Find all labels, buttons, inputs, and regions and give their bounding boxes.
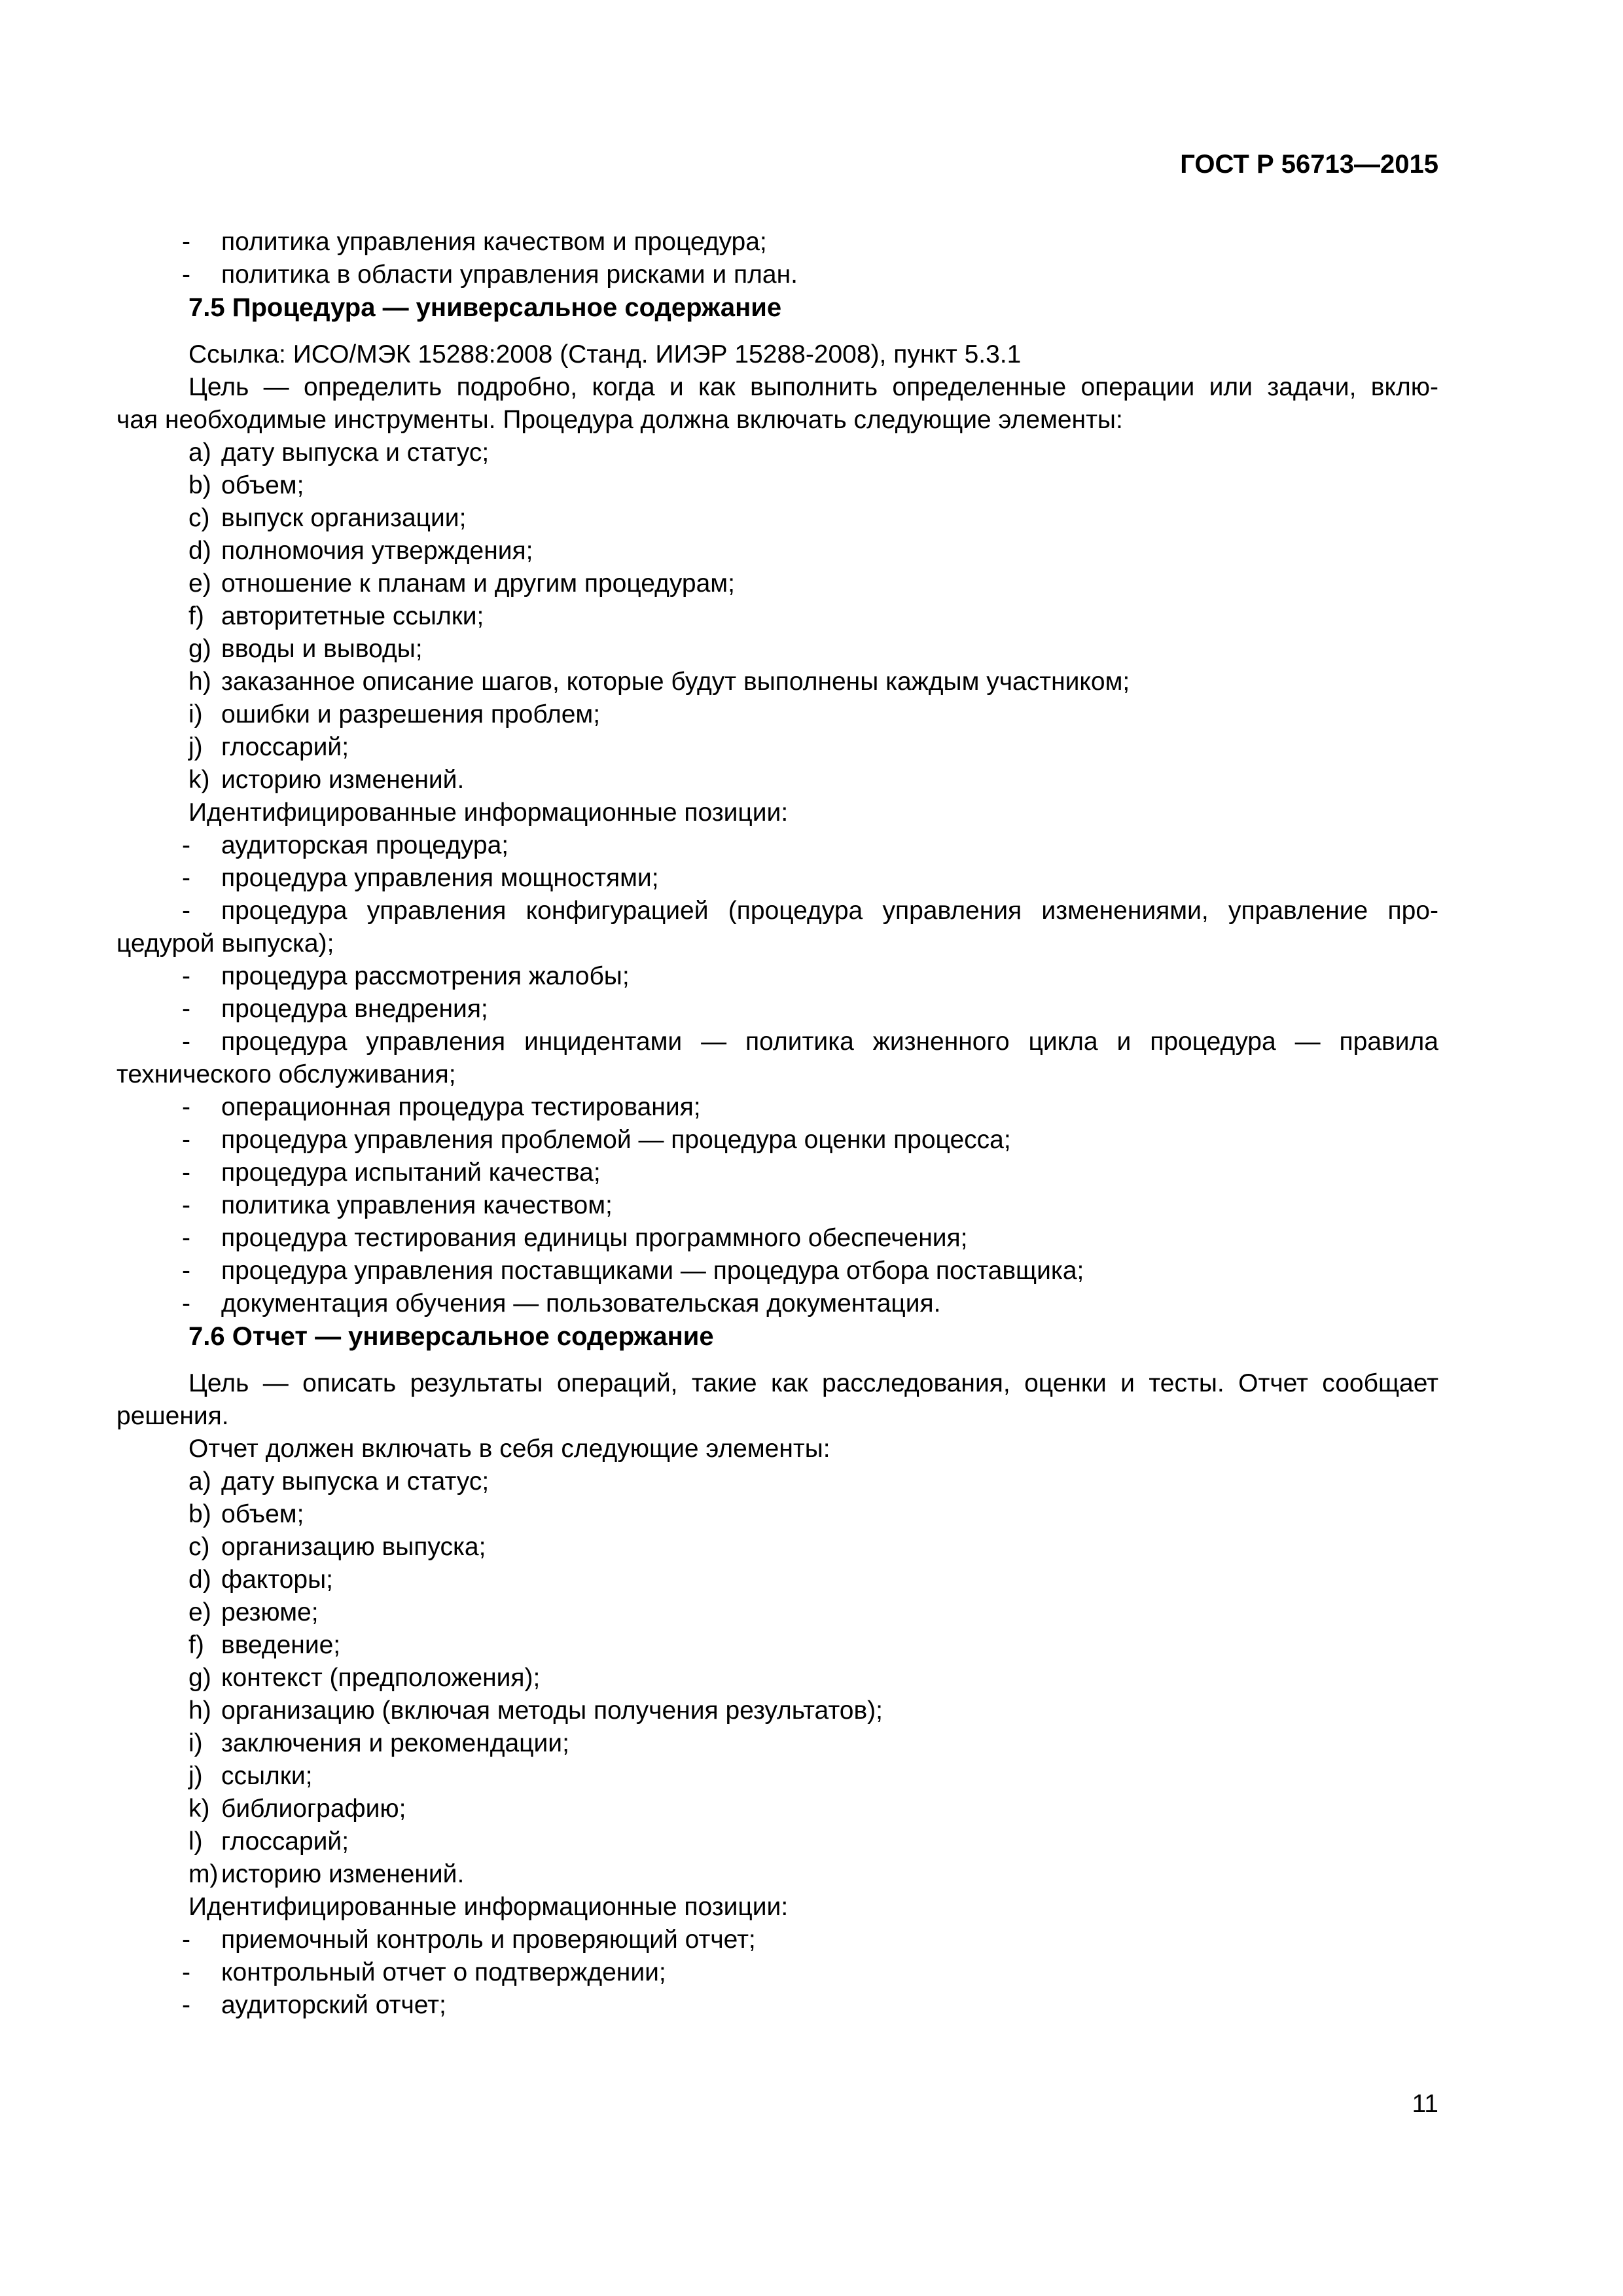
reference-line: Ссылка: ИСО/МЭК 15288:2008 (Станд. ИИЭР 15288-2008), пункт 5.3.1: [188, 340, 1022, 368]
dash-marker: -: [182, 1926, 190, 1954]
dash-marker: -: [182, 260, 190, 289]
list-item: - контрольный отчет о подтверждении;: [116, 1956, 1438, 1989]
dash-marker: -: [182, 1958, 190, 1986]
dash-marker: -: [182, 995, 190, 1023]
dash-marker: -: [182, 228, 190, 256]
identified-label: Идентифицированные информационные позиции:: [188, 1893, 789, 1921]
list-item: - политика управления качеством;: [116, 1189, 1438, 1222]
list-item: f) введение;: [188, 1631, 341, 1659]
list-item: - процедура управления инцидентами — политика жизненного цикла и процедура — правила: [116, 1026, 1438, 1058]
includes-line: Отчет должен включать в себя следующие элементы:: [188, 1435, 830, 1463]
page-number: 11: [1412, 2090, 1438, 2118]
list-item-cont: технического обслуживания;: [116, 1060, 456, 1088]
dash-marker: -: [182, 1191, 190, 1219]
list-item: - документация обучения — пользовательская документация.: [116, 1287, 1438, 1320]
list-item: - процедура управления мощностями;: [116, 862, 1438, 895]
list-item: - процедура испытаний качества;: [116, 1157, 1438, 1189]
list-item: l) глоссарий;: [188, 1827, 349, 1856]
list-item: c) выпуск организации;: [188, 504, 467, 532]
identified-label: Идентифицированные информационные позиции:: [188, 798, 789, 827]
dash-marker: -: [182, 897, 190, 925]
list-item: - процедура рассмотрения жалобы;: [116, 960, 1438, 993]
purpose-line-cont: решения.: [116, 1402, 229, 1430]
list-item: b) объем;: [188, 471, 304, 499]
list-item: - политика управления качеством и процедура;: [116, 226, 1438, 259]
dash-marker: -: [182, 1224, 190, 1252]
list-item: f) авторитетные ссылки;: [188, 602, 484, 630]
section-heading-7-5: 7.5 Процедура — универсальное содержание: [188, 293, 782, 322]
dash-marker: -: [182, 1126, 190, 1154]
standard-designation: ГОСТ Р 56713—2015: [1180, 150, 1438, 179]
dash-marker: -: [182, 1093, 190, 1121]
list-item: e) отношение к планам и другим процедурам;: [188, 569, 735, 598]
list-item: a) дату выпуска и статус;: [188, 1467, 490, 1496]
list-item: - приемочный контроль и проверяющий отчет;: [116, 1924, 1438, 1956]
list-item: j) ссылки;: [188, 1762, 313, 1790]
dash-marker: -: [182, 1158, 190, 1187]
list-item: d) факторы;: [188, 1566, 333, 1594]
list-item: e) резюме;: [188, 1598, 319, 1626]
list-item: g) вводы и выводы;: [188, 635, 423, 663]
list-item: i) ошибки и разрешения проблем;: [188, 700, 601, 728]
list-item: - процедура тестирования единицы программного обеспечения;: [116, 1222, 1438, 1255]
dash-marker: -: [182, 1257, 190, 1285]
dash-marker: -: [182, 962, 190, 990]
list-item: h) заказанное описание шагов, которые будут выполнены каждым участником;: [188, 668, 1130, 696]
list-item: g) контекст (предположения);: [188, 1664, 541, 1692]
purpose-line: Цель — описать результаты операций, такие как расследования, оценки и тесты. Отчет сообщает: [188, 1369, 1438, 1397]
dash-marker: -: [182, 831, 190, 859]
list-item: - политика в области управления рисками и план.: [116, 259, 1438, 291]
list-item: - аудиторская процедура;: [116, 829, 1438, 862]
list-item: k) библиографию;: [188, 1795, 406, 1823]
list-item: i) заключения и рекомендации;: [188, 1729, 569, 1757]
list-item: j) глоссарий;: [188, 733, 349, 761]
list-item: h) организацию (включая методы получения результатов);: [188, 1696, 883, 1725]
dash-marker: -: [182, 1028, 190, 1056]
list-item: m) историю изменений.: [188, 1860, 465, 1888]
list-item: - процедура управления поставщиками — процедура отбора поставщика;: [116, 1255, 1438, 1287]
list-item-cont: цедурой выпуска);: [116, 929, 334, 958]
list-item: - процедура внедрения;: [116, 993, 1438, 1026]
list-item: - процедура управления проблемой — процедура оценки процесса;: [116, 1124, 1438, 1157]
list-item: d) полномочия утверждения;: [188, 537, 533, 565]
list-item: - процедура управления конфигурацией (процедура управления изменениями, управление про-: [116, 895, 1438, 927]
purpose-line-cont: чая необходимые инструменты. Процедура должна включать следующие элементы:: [116, 406, 1123, 434]
list-item: - операционная процедура тестирования;: [116, 1091, 1438, 1124]
list-item: b) объем;: [188, 1500, 304, 1528]
dash-marker: -: [182, 864, 190, 892]
dash-marker: -: [182, 1991, 190, 2019]
list-item: k) историю изменений.: [188, 766, 465, 794]
dash-marker: -: [182, 1289, 190, 1318]
purpose-line: Цель — определить подробно, когда и как выполнить определенные операции или задачи, вклю-: [188, 373, 1438, 401]
page-body: [116, 226, 1438, 2022]
list-item: c) организацию выпуска;: [188, 1533, 486, 1561]
section-heading-7-6: 7.6 Отчет — универсальное содержание: [188, 1322, 714, 1351]
list-item: a) дату выпуска и статус;: [188, 439, 490, 467]
list-item: - аудиторский отчет;: [116, 1989, 1438, 2022]
